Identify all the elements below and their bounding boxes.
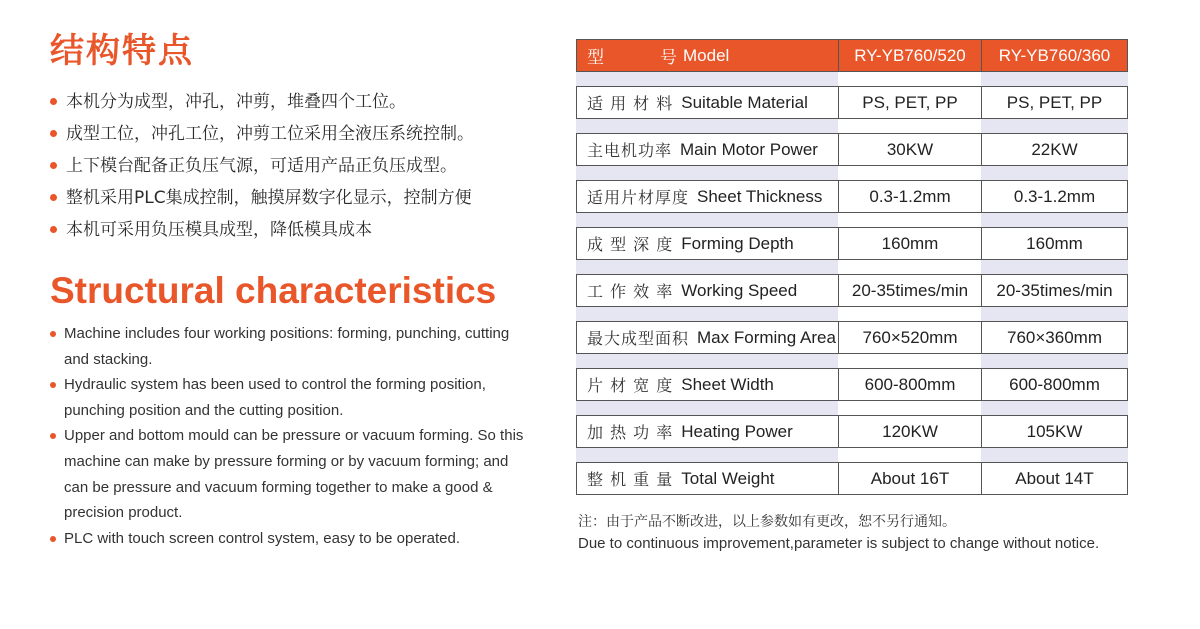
bullet-icon (50, 536, 56, 542)
bullet-icon (50, 130, 57, 137)
bullet-icon (50, 98, 57, 105)
list-item: 成型工位，冲孔工位，冲剪工位采用全液压系统控制。 (50, 118, 540, 150)
bullet-icon (50, 382, 56, 388)
list-item: Hydraulic system has been used to control the forming position, punching position and the cutting position. (50, 372, 530, 423)
bullet-icon (50, 226, 57, 233)
title-chinese: 结构特点 (50, 31, 194, 71)
note-english: Due to continuous improvement,parameter is subject to change without notice. (578, 535, 1100, 552)
table-row (576, 462, 1128, 495)
value-cell-520: 760×520mm (839, 322, 982, 353)
param-cell: 主电机功率 Main Motor Power (577, 134, 839, 165)
param-cell: 工 作 效 率 Working Speed (577, 275, 839, 306)
bullet-icon (50, 331, 56, 337)
row-gap (576, 448, 1128, 462)
table-row (576, 368, 1128, 401)
table-row (576, 86, 1128, 119)
value-cell-520: 120KW (839, 416, 982, 447)
value-cell-360: About 14T (1015, 468, 1094, 488)
left-column (50, 28, 540, 246)
bullet-icon (50, 162, 57, 169)
header-param-cell: 型 号 Model (577, 40, 839, 71)
table-row (576, 180, 1128, 213)
chinese-feature-list (50, 86, 540, 246)
value-cell-360: 105KW (1026, 421, 1083, 441)
value-cell-520: 30KW (839, 134, 982, 165)
value-cell-520: About 16T (839, 463, 982, 494)
param-cell: 加 热 功 率 Heating Power (577, 416, 839, 447)
value-cell-360: 600-800mm (1009, 374, 1100, 394)
row-gap (576, 72, 1128, 86)
bullet-icon (50, 433, 56, 439)
row-gap (576, 401, 1128, 415)
value-cell-520: 20-35times/min (839, 275, 982, 306)
list-item: 本机分为成型，冲孔，冲剪，堆叠四个工位。 (50, 86, 540, 118)
value-cell-520: PS, PET, PP (839, 87, 982, 118)
row-gap (576, 119, 1128, 133)
value-cell-360: 760×360mm (1007, 327, 1102, 347)
param-cell: 整 机 重 量 Total Weight (577, 463, 839, 494)
row-gap (576, 354, 1128, 368)
list-item: 本机可采用负压模具成型，降低模具成本 (50, 214, 540, 246)
english-feature-list (50, 321, 530, 551)
value-cell-520: 0.3-1.2mm (839, 181, 982, 212)
table-row (576, 274, 1128, 307)
title-english: Structural characteristics (50, 270, 497, 311)
disclaimer-note (578, 512, 1138, 554)
header-model-360: RY-YB760/360 (998, 45, 1111, 65)
param-cell: 成 型 深 度 Forming Depth (577, 228, 839, 259)
list-item: PLC with touch screen control system, easy to be operated. (50, 526, 530, 552)
value-cell-360: 160mm (1026, 233, 1083, 253)
row-gap (576, 260, 1128, 274)
bullet-icon (50, 194, 57, 201)
list-item: 上下模台配备正负压气源，可适用产品正负压成型。 (50, 150, 540, 182)
value-cell-520: 600-800mm (839, 369, 982, 400)
table-row (576, 321, 1128, 354)
value-cell-360: 22KW (1031, 139, 1078, 159)
row-gap (576, 213, 1128, 227)
list-item: Machine includes four working positions: forming, punching, cutting and stacking. (50, 321, 530, 372)
table-row (576, 227, 1128, 260)
value-cell-360: 20-35times/min (996, 280, 1113, 300)
value-cell-360: PS, PET, PP (1006, 92, 1103, 112)
note-chinese: 注：由于产品不断改进，以上参数如有更改，恕不另行通知。 (578, 514, 956, 530)
table-row (576, 415, 1128, 448)
list-item: Upper and bottom mould can be pressure or vacuum forming. So this machine can make by pressure forming or by vacuum forming; and can be pressure and vacuum forming together to make a good & precision product. (50, 423, 530, 525)
header-model-520: RY-YB760/520 (839, 40, 982, 71)
row-gap (576, 307, 1128, 321)
param-cell: 最大成型面积 Max Forming Area (577, 322, 839, 353)
value-cell-360: 0.3-1.2mm (1013, 186, 1096, 206)
value-cell-520: 160mm (839, 228, 982, 259)
row-gap (576, 166, 1128, 180)
table-row (576, 133, 1128, 166)
spec-table (576, 39, 1128, 495)
param-cell: 适用片材厚度 Sheet Thickness (577, 181, 839, 212)
list-item: 整机采用PLC集成控制，触摸屏数字化显示，控制方便 (50, 182, 540, 214)
table-header-row (576, 39, 1128, 72)
param-cell: 适 用 材 料 Suitable Material (577, 87, 839, 118)
param-cell: 片 材 宽 度 Sheet Width (577, 369, 839, 400)
